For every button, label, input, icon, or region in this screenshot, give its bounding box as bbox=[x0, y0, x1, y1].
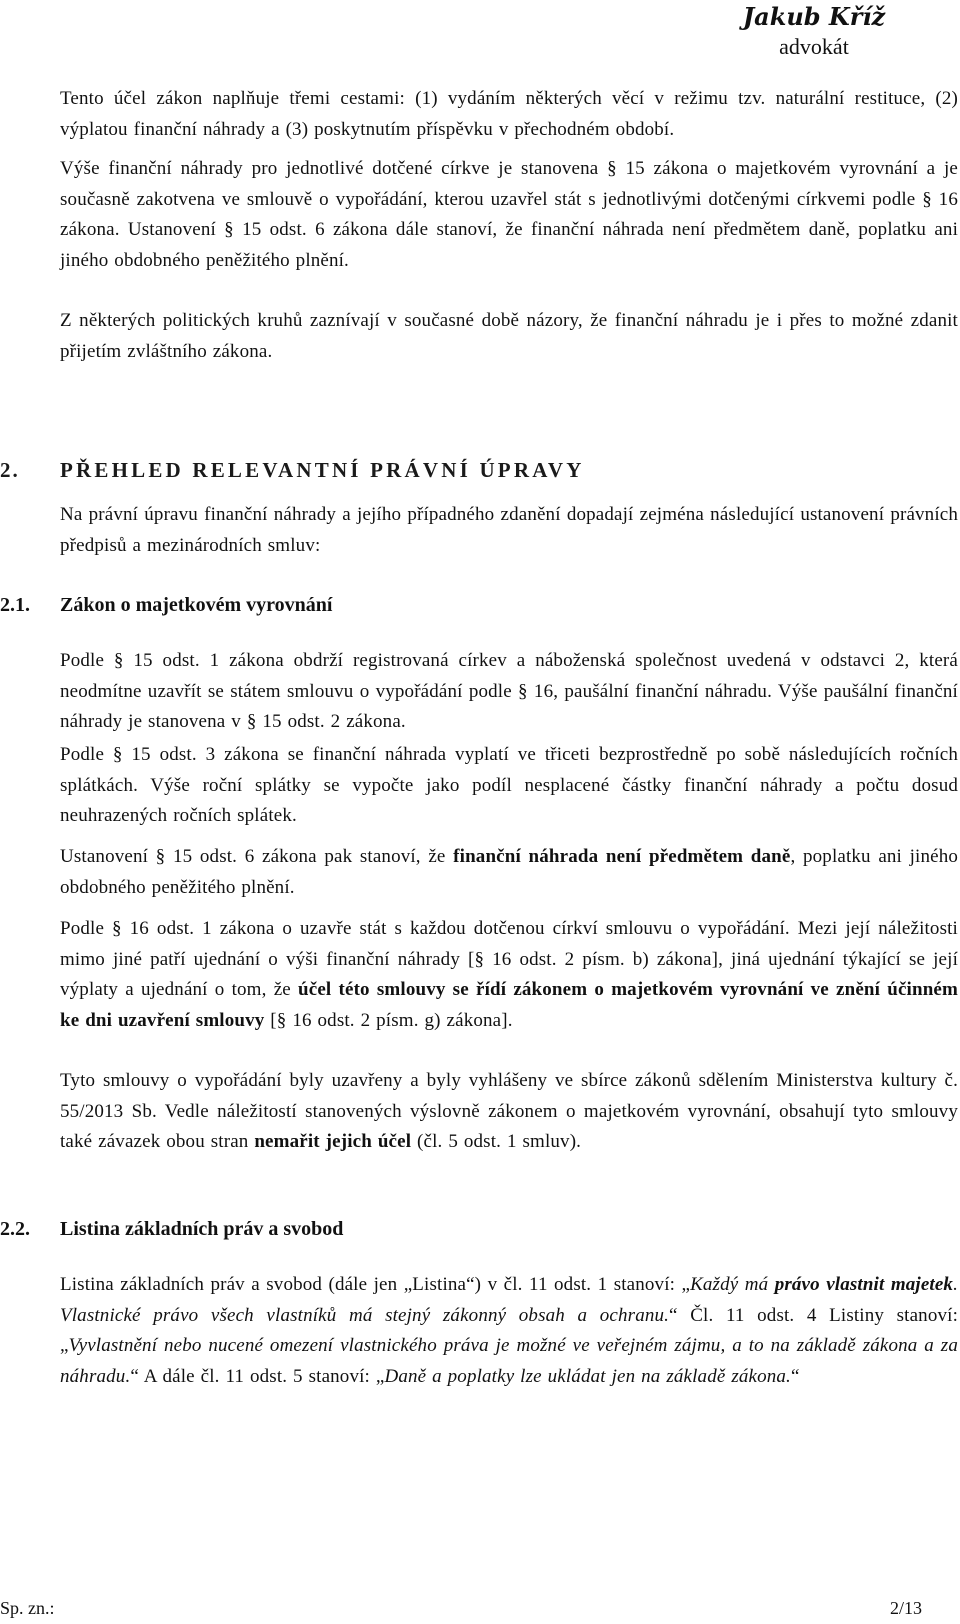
quote-italic: Každý má bbox=[690, 1274, 775, 1295]
text-run: (čl. 5 odst. 1 smluv). bbox=[411, 1131, 582, 1152]
quote-italic: Vyvlastnění nebo nucené omezení vlastnického práva je možné ve veřejném zájmu, a to na základě zákona a za náhradu. bbox=[60, 1335, 958, 1387]
intro-paragraph-2: Výše finanční náhrady pro jednotlivé dotčené církve je stanovena § 15 zákona o majetkovém vyrovnání a je současně zakotvena ve smlouvě o vypořádání, kterou uzavřel stát s jednotlivými dotčenými církvemi podle § 16 zákona. Ustanovení § 15 odst. 6 zákona dále stanoví, že finanční náhrada není předmětem daně, poplatku ani jiného obdobného peněžitého plnění. bbox=[60, 158, 958, 271]
text-run: Ustanovení § 15 odst. 6 zákona pak stanoví, že bbox=[60, 846, 454, 867]
section-2-2-paragraph-1 bbox=[60, 1270, 958, 1392]
letterhead bbox=[714, 2, 914, 62]
author-role: advokát bbox=[779, 34, 849, 59]
quote-italic: . Vlastnické právo všech vlastníků má stejný zákonný obsah a ochranu. bbox=[60, 1274, 958, 1326]
emphasis-bold: nemařit jejich účel bbox=[254, 1131, 412, 1152]
section-2-paragraph: Na právní úpravu finanční náhrady a jejího případného zdanění dopadají zejména následující ustanovení právních předpisů a mezinárodních smluv: bbox=[60, 504, 958, 556]
quote-italic: Daně a poplatky lze ukládat jen na základě zákona. bbox=[384, 1365, 791, 1387]
text-run: “ Čl. 11 odst. 4 Listiny stanoví: „ bbox=[60, 1304, 958, 1356]
section-2-2-heading bbox=[0, 1214, 343, 1244]
footer-case-number: Sp. zn.: bbox=[0, 1598, 55, 1618]
section-2-1-paragraph-3 bbox=[60, 842, 958, 903]
author-name: Jakub Kříž bbox=[742, 2, 886, 31]
section-2-heading bbox=[0, 455, 585, 485]
text-run: , poplatku ani jiného obdobného peněžitého plnění. bbox=[60, 846, 959, 898]
footer-page-number: 2/13 bbox=[889, 1598, 922, 1618]
text-run: Listina základních práv a svobod (dále jen „Listina“) v čl. 11 odst. 1 stanoví: „ bbox=[60, 1274, 691, 1295]
section-2-2-title: Listina základních práv a svobod bbox=[60, 1218, 344, 1240]
text-run: Tyto smlouvy o vypořádání byly uzavřeny a byly vyhlášeny ve sbírce zákonů sdělením Ministerstva kultury č. 55/2013 Sb. Vedle náležitostí stanovených výslovně zákonem o majetkovém vyrovnání, obsahují tyto smlouvy také závazek obou stran bbox=[60, 1070, 958, 1152]
text-run: “ bbox=[790, 1365, 800, 1387]
intro-paragraph-3: Z některých politických kruhů zaznívají v současné době názory, že finanční náhradu je i přes to možné zdanit přijetím zvláštního zákona. bbox=[60, 310, 958, 362]
emphasis-bold: účel této smlouvy se řídí zákonem o majetkovém vyrovnání ve znění účinném ke dni uzavření smlouvy bbox=[60, 979, 958, 1031]
section-2-1-paragraph-1: Podle § 15 odst. 1 zákona obdrží registrovaná církev a náboženská společnost uvedená v odstavci 2, která neodmítne uzavřít se státem smlouvu o vypořádání podle § 16, paušální finanční náhradu. Výše paušální finanční náhrady je stanovena v § 15 odst. 2 zákona. bbox=[60, 650, 958, 732]
intro-paragraph-1: Tento účel zákon naplňuje třemi cestami: (1) vydáním některých věcí v režimu tzv. naturální restituce, (2) výplatou finanční náhrady a (3) poskytnutím příspěvku v přechodném období. bbox=[60, 88, 958, 140]
section-2-2-number: 2.2. bbox=[0, 1218, 30, 1240]
section-2-1-title: Zákon o majetkovém vyrovnání bbox=[60, 594, 333, 616]
section-2-1-heading bbox=[0, 590, 332, 620]
section-2-1-paragraph-4 bbox=[60, 914, 958, 1036]
text-run: “ A dále čl. 11 odst. 5 stanoví: „ bbox=[130, 1365, 385, 1387]
text-run: [§ 16 odst. 2 písm. g) zákona]. bbox=[264, 1009, 513, 1031]
section-2-number: 2. bbox=[0, 458, 20, 482]
section-2-1-number: 2.1. bbox=[0, 594, 30, 616]
text-run: Podle § 16 odst. 1 zákona o uzavře stát s každou dotčenou církví smlouvu o vypořádání. Mezi její náležitosti mimo jiné patří ujednání o výši finanční náhrady [§ 16 odst. 2 písm. b) zákona], jiná ujednání týkající se její výplaty a ujednání o tom, že bbox=[60, 918, 958, 1000]
section-2-title: PŘEHLED RELEVANTNÍ PRÁVNÍ ÚPRAVY bbox=[60, 458, 585, 482]
emphasis-bold: finanční náhrada není předmětem daně bbox=[453, 846, 791, 867]
quote-bold-italic: právo vlastnit majetek bbox=[774, 1274, 954, 1295]
section-2-1-paragraph-5 bbox=[60, 1066, 958, 1158]
section-2-1-paragraph-2: Podle § 15 odst. 3 zákona se finanční náhrada vyplatí ve třiceti bezprostředně po sobě následujících ročních splátkách. Výše roční splátky se vypočte jako podíl nesplacené částky finanční náhrady a počtu dosud neuhrazených ročních splátek. bbox=[60, 744, 958, 826]
